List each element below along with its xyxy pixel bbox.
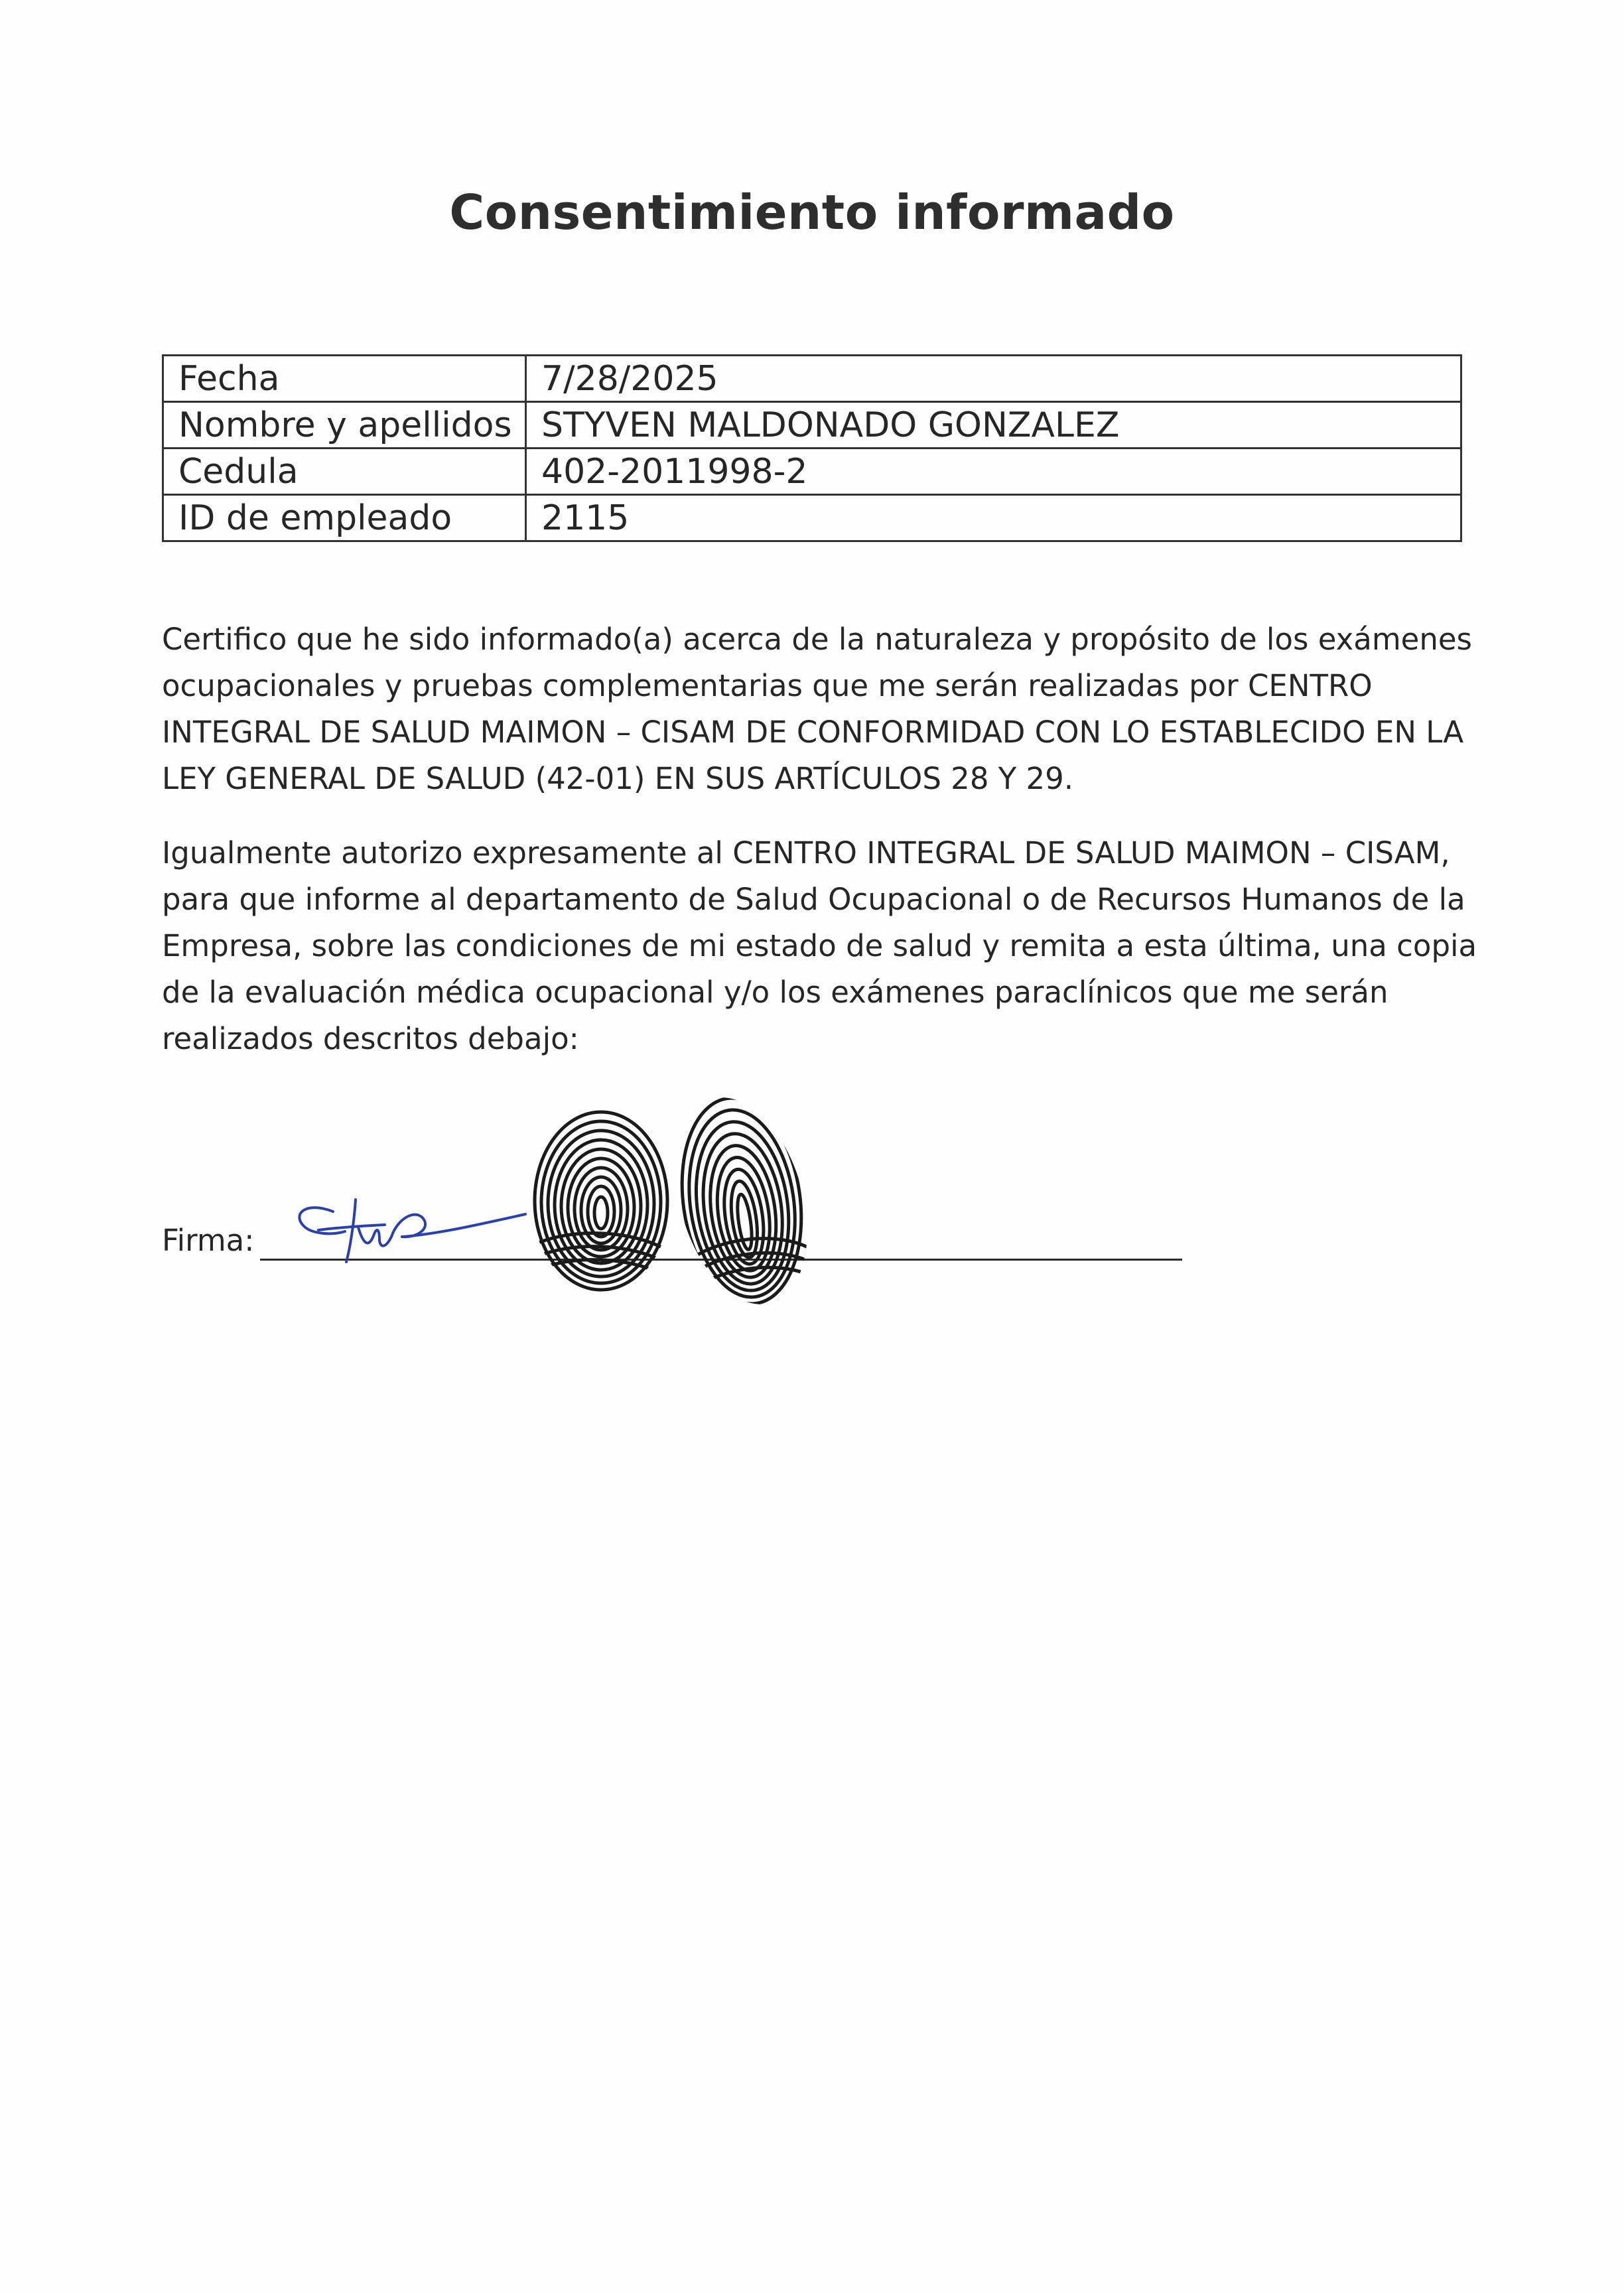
info-table bbox=[162, 354, 1462, 542]
row-label-cedula: Cedula bbox=[163, 449, 526, 495]
fingerprint-right bbox=[670, 1088, 816, 1314]
table-row bbox=[163, 356, 1461, 402]
certification-paragraph: Certifico que he sido informado(a) acerca de la naturaleza y propósito de los exámenes ocupacionales y pruebas complementarias que me serán realizadas por CENTRO INTEGRAL DE SALUD MAIMON – CISAM DE CONFORMIDAD CON LO ESTABLECIDO EN LA LEY GENERAL DE SALUD (42-01) EN SUS ARTÍCULOS 28 Y 29. bbox=[162, 622, 1472, 796]
row-label-fecha: Fecha bbox=[163, 356, 526, 402]
row-value-id-empleado: 2115 bbox=[526, 495, 1461, 541]
row-value-nombre: STYVEN MALDONADO GONZALEZ bbox=[526, 402, 1461, 449]
document-title: Consentimiento informado bbox=[449, 184, 1175, 240]
table-row bbox=[163, 495, 1461, 541]
handwritten-signature bbox=[292, 1188, 537, 1274]
row-value-fecha: 7/28/2025 bbox=[526, 356, 1461, 402]
authorization-paragraph: Igualmente autorizo expresamente al CENTRO INTEGRAL DE SALUD MAIMON – CISAM, para que informe al departamento de Salud Ocupacional o de Recursos Humanos de la Empresa, sobre las condiciones de mi estado de salud y remita a esta última, una copia de la evaluación médica ocupacional y/o los exámenes paraclínicos que me serán realizados descritos debajo: bbox=[162, 835, 1477, 1056]
row-value-cedula: 402-2011998-2 bbox=[526, 449, 1461, 495]
fingerprint-left bbox=[523, 1101, 675, 1294]
row-label-id-empleado: ID de empleado bbox=[163, 495, 526, 541]
signature-label: Firma: bbox=[162, 1223, 255, 1258]
table-row bbox=[163, 449, 1461, 495]
table-row bbox=[163, 402, 1461, 449]
row-label-nombre: Nombre y apellidos bbox=[163, 402, 526, 449]
